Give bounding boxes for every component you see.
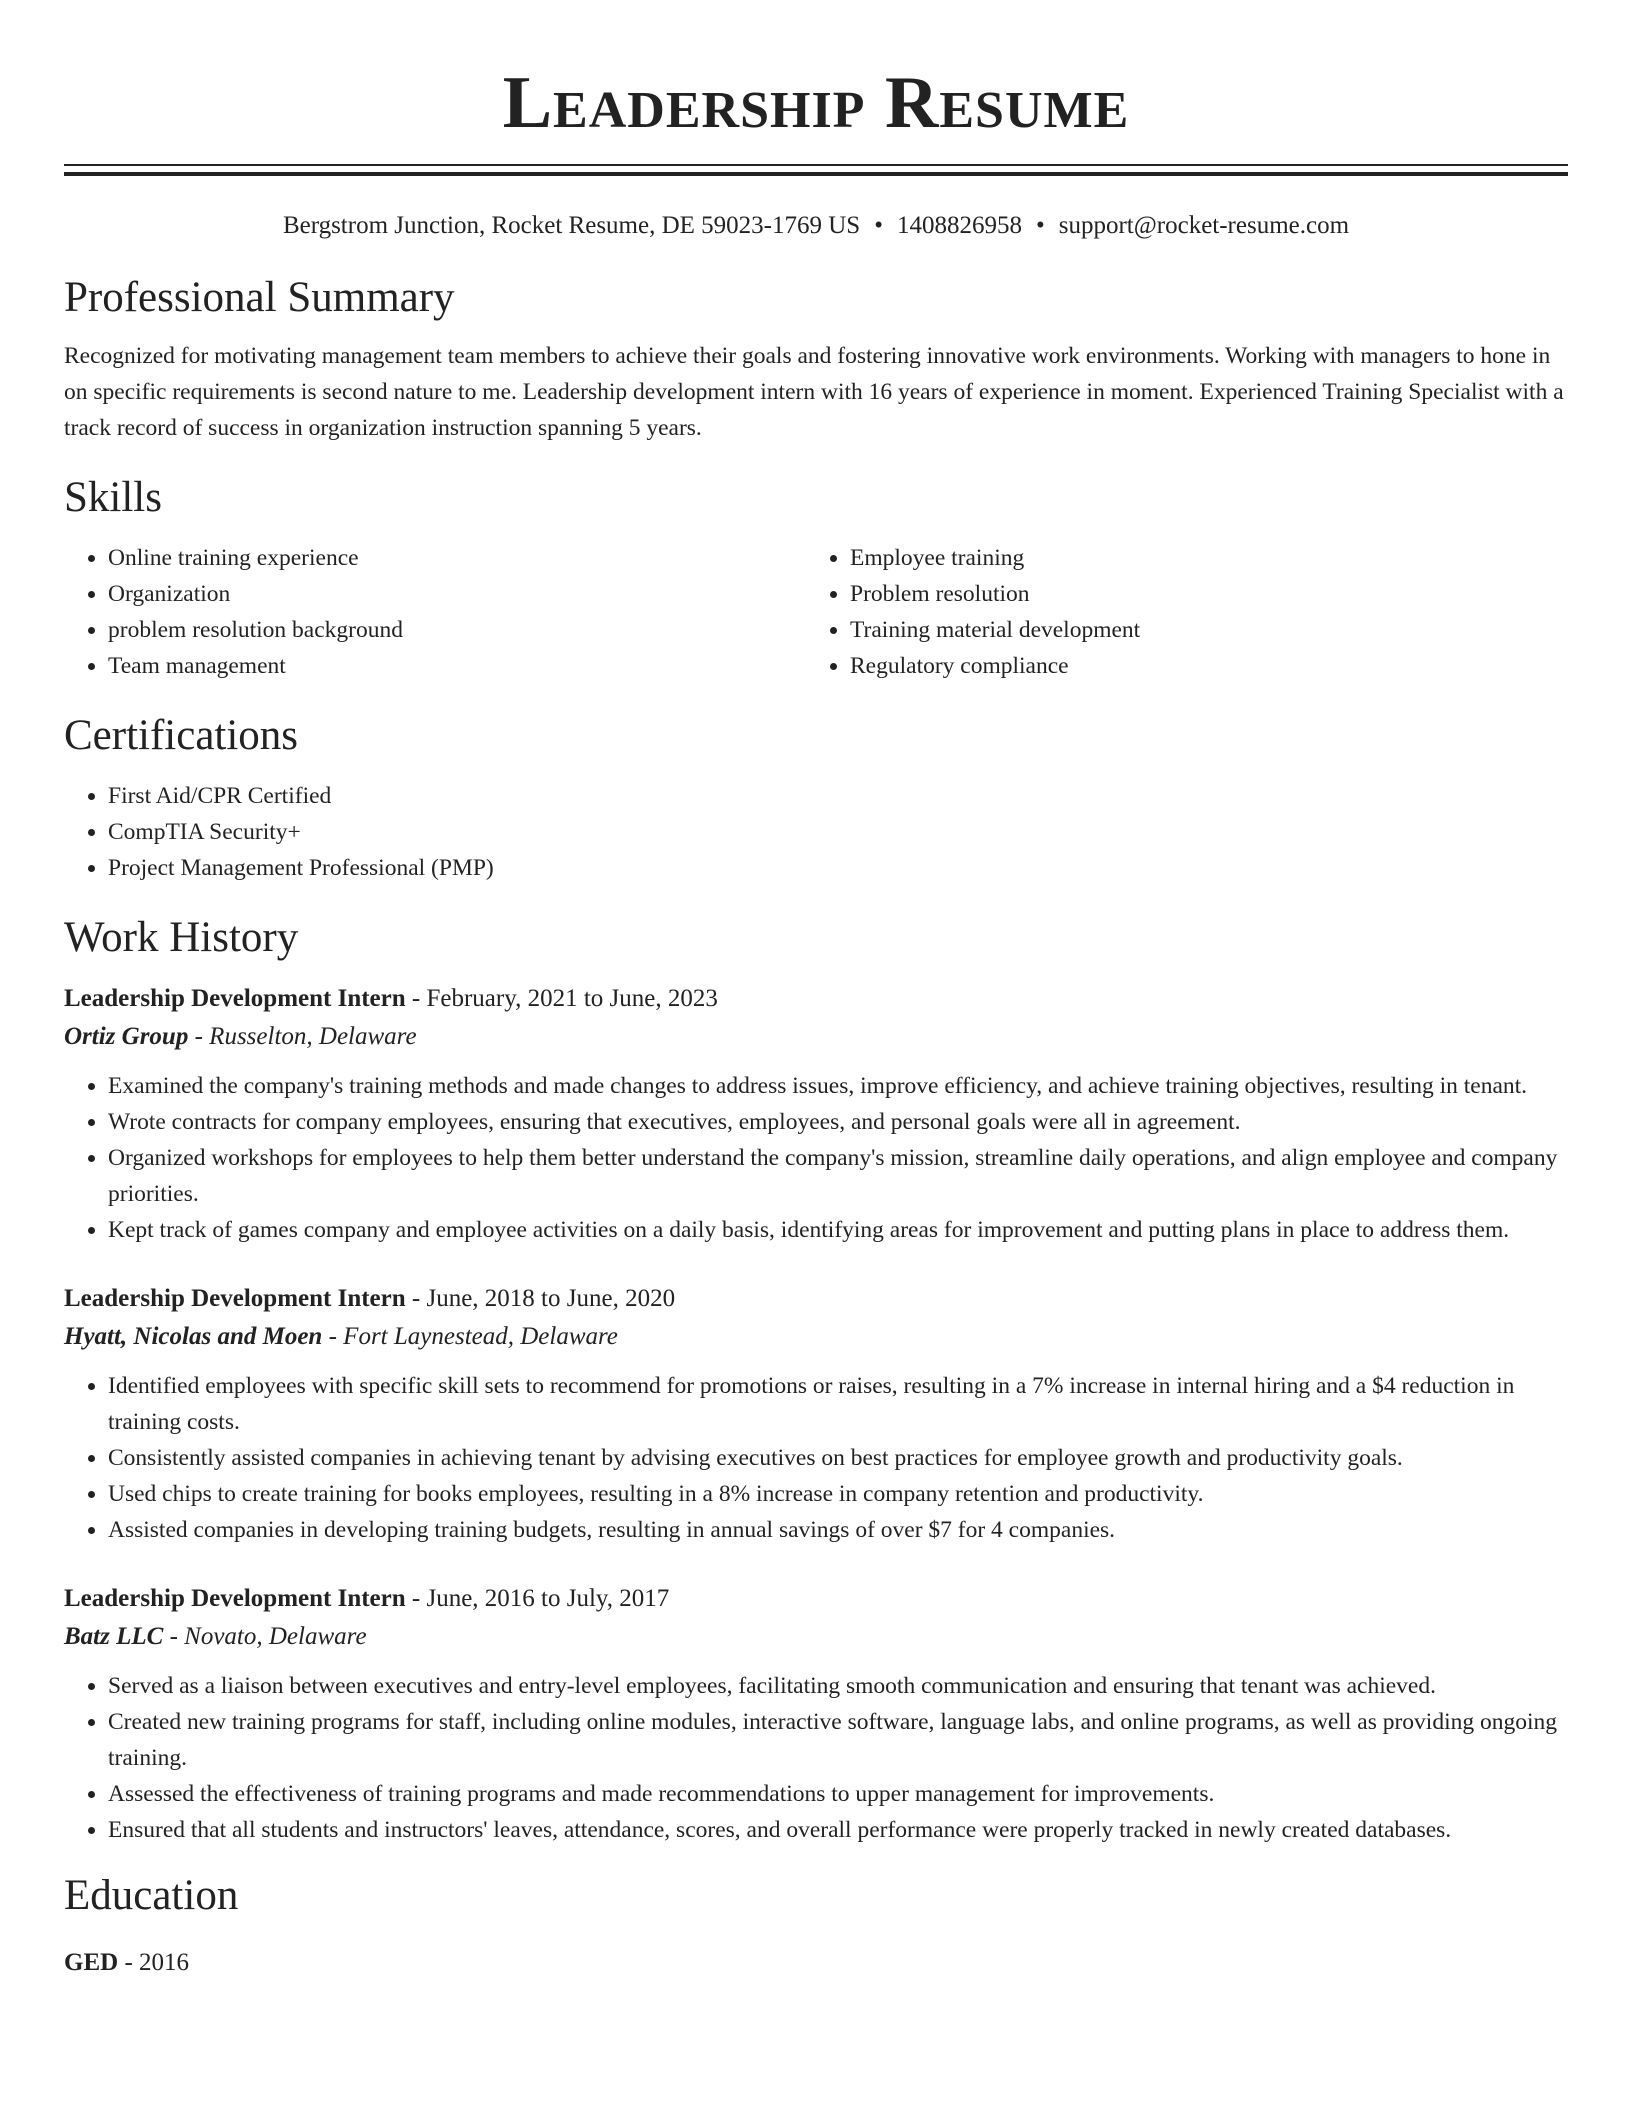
job-bullet: • Assessed the effectiveness of training programs and made recommendations to upper management for improvements. xyxy=(108,1776,1568,1812)
skill-item: • Regulatory compliance xyxy=(850,648,1548,684)
education-degree: GED xyxy=(64,1949,119,1976)
job-employer xyxy=(64,1318,1568,1356)
certification-item: • CompTIA Security+ xyxy=(108,814,1568,850)
job-bullet: • Served as a liaison between executives and entry-level employees, facilitating smooth communication and ensuring that tenant was achieved. xyxy=(108,1668,1568,1704)
job-bullet: • Assisted companies in developing training budgets, resulting in annual savings of over $7 for 4 companies. xyxy=(108,1512,1568,1548)
contact-address: Bergstrom Junction, Rocket Resume, DE 59023-1769 US xyxy=(282,212,861,239)
education-entry xyxy=(64,1944,1568,1982)
skills-list-left xyxy=(64,540,806,684)
job-bullet: • Identified employees with specific skill sets to recommend for promotions or raises, resulting in a 7% increase in internal hiring and a $4 reduction in training costs. xyxy=(108,1368,1568,1440)
job-header xyxy=(64,1580,1568,1618)
skills-list-right xyxy=(806,540,1548,684)
job-bullet: • Examined the company's training methods and made changes to address issues, improve efficiency, and achieve training objectives, resulting in tenant. xyxy=(108,1068,1568,1104)
job-bullets xyxy=(64,1668,1568,1848)
skill-item: • Team management xyxy=(108,648,806,684)
summary-section xyxy=(64,272,1568,446)
skills-section xyxy=(64,472,1568,684)
job-bullets xyxy=(64,1068,1568,1248)
job-title: Leadership Development Intern xyxy=(64,1585,406,1612)
job-header xyxy=(64,1280,1568,1318)
job-bullet: • Organized workshops for employees to help them better understand the company's mission, streamline daily operations, and align employee and company priorities. xyxy=(108,1140,1568,1212)
skill-item: • Employee training xyxy=(850,540,1548,576)
job-location: - Fort Laynestead, Delaware xyxy=(322,1323,618,1350)
job-company: Batz LLC xyxy=(64,1623,164,1650)
skill-item: • Online training experience xyxy=(108,540,806,576)
job-bullets xyxy=(64,1368,1568,1548)
contact-line xyxy=(64,210,1568,242)
contact-separator: • xyxy=(874,212,883,239)
education-heading: Education xyxy=(64,1872,239,1919)
education-year: - 2016 xyxy=(118,1949,190,1976)
job-title: Leadership Development Intern xyxy=(64,1285,406,1312)
contact-separator: • xyxy=(1035,212,1045,239)
job-entry xyxy=(64,1280,1568,1548)
skills-grid xyxy=(64,524,1568,684)
job-dates: - June, 2016 to July, 2017 xyxy=(405,1585,670,1612)
skills-heading: Skills xyxy=(64,474,162,521)
summary-heading: Professional Summary xyxy=(64,274,455,321)
job-title: Leadership Development Intern xyxy=(64,985,406,1012)
job-entry xyxy=(64,980,1568,1248)
skill-item: • Organization xyxy=(108,576,806,612)
job-location: - Novato, Delaware xyxy=(163,1623,367,1650)
certifications-list xyxy=(64,778,1568,886)
job-company: Hyatt, Nicolas and Moen xyxy=(64,1323,323,1350)
education-section xyxy=(64,1870,1568,1982)
job-dates: - February, 2021 to June, 2023 xyxy=(405,985,718,1012)
job-bullet: • Consistently assisted companies in achieving tenant by advising executives on best practices for employee growth and productivity goals. xyxy=(108,1440,1568,1476)
certifications-heading: Certifications xyxy=(64,712,299,759)
job-company: Ortiz Group xyxy=(64,1023,189,1050)
job-header xyxy=(64,980,1568,1018)
title-divider-thin xyxy=(64,164,1568,166)
job-employer xyxy=(64,1618,1568,1656)
job-entry xyxy=(64,1580,1568,1848)
job-employer xyxy=(64,1018,1568,1056)
work-history-heading: Work History xyxy=(64,914,299,961)
skill-item: • Training material development xyxy=(850,612,1548,648)
resume-title: Leadership Resume xyxy=(502,62,1130,144)
certification-item: • First Aid/CPR Certified xyxy=(108,778,1568,814)
certifications-section xyxy=(64,710,1568,886)
job-bullet: • Ensured that all students and instructors' leaves, attendance, scores, and overall performance were properly tracked in newly created databases. xyxy=(108,1812,1568,1848)
skill-item: • Problem resolution xyxy=(850,576,1548,612)
skill-item: • problem resolution background xyxy=(108,612,806,648)
certification-item: • Project Management Professional (PMP) xyxy=(108,850,1568,886)
title-divider-thick xyxy=(64,172,1568,176)
job-bullet: • Wrote contracts for company employees, ensuring that executives, employees, and personal goals were all in agreement. xyxy=(108,1104,1568,1140)
contact-phone: 1408826958 xyxy=(896,212,1022,239)
job-bullet: • Used chips to create training for books employees, resulting in a 8% increase in company retention and productivity. xyxy=(108,1476,1568,1512)
job-location: - Russelton, Delaware xyxy=(188,1023,417,1050)
job-bullet: • Created new training programs for staff, including online modules, interactive software, language labs, and online programs, as well as providing ongoing training. xyxy=(108,1704,1568,1776)
job-dates: - June, 2018 to June, 2020 xyxy=(405,1285,676,1312)
contact-email: support@rocket-resume.com xyxy=(1058,212,1350,239)
job-bullet: • Kept track of games company and employee activities on a daily basis, identifying areas for improvement and putting plans in place to address them. xyxy=(108,1212,1568,1248)
work-history-section xyxy=(64,912,1568,1848)
summary-text: Recognized for motivating management team members to achieve their goals and fostering innovative work environments. Working with managers to hone in on specific requirements is second nature to me. Leadership development intern with 16 years of experience in moment. Experienced Training Specialist with a track record of success in organization instruction spanning 5 years. xyxy=(64,343,1564,441)
